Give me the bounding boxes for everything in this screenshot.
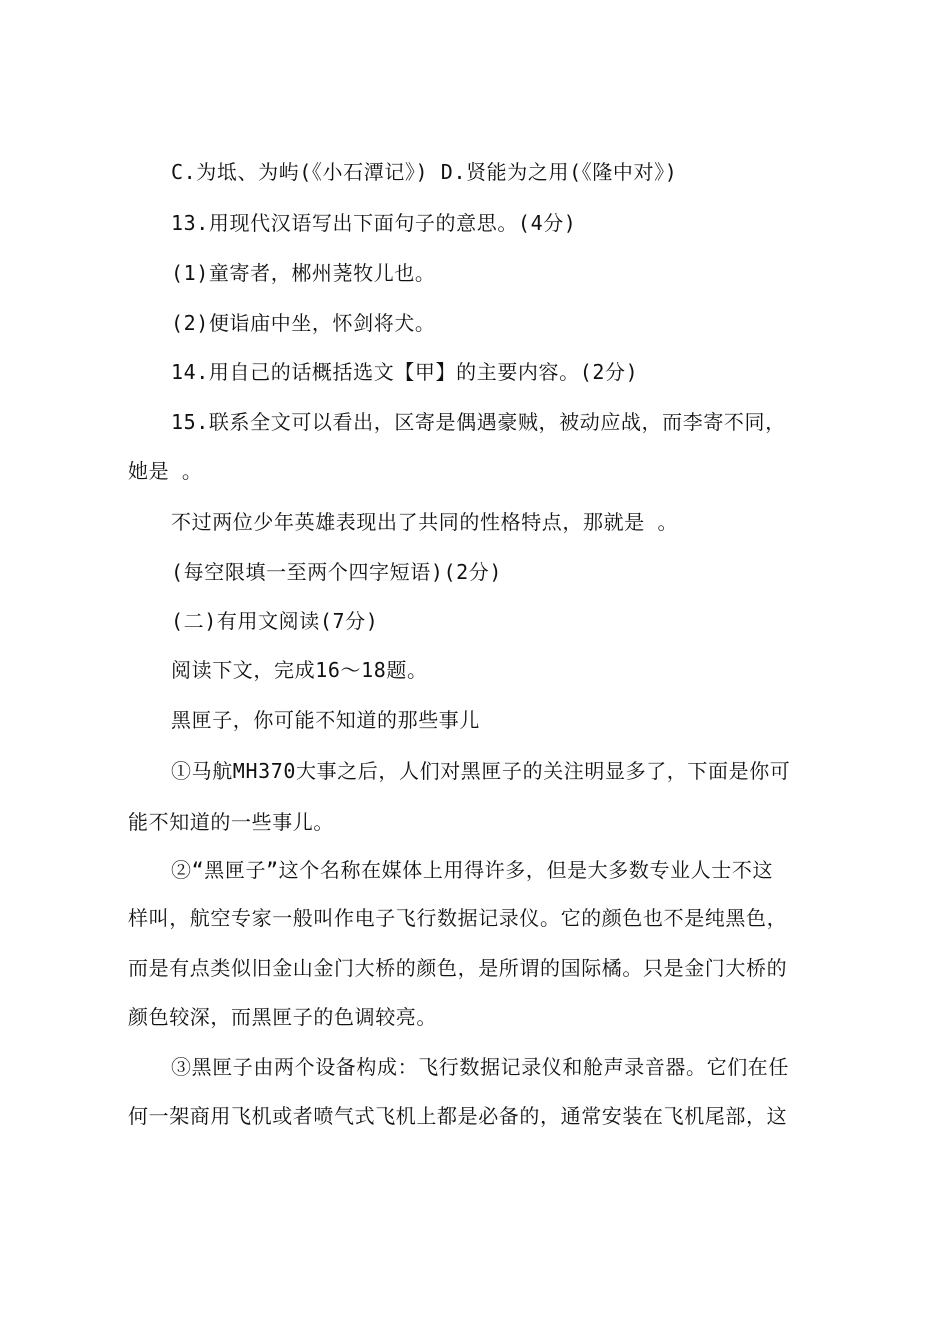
question-15-line-3: 不过两位少年英雄表现出了共同的性格特点，那就是 。 [171, 510, 679, 534]
question-15-line-1: 15.联系全文可以看出，区寄是偶遇豪贼，被动应战，而李寄不同， [171, 410, 786, 434]
question-13: 13.用现代汉语写出下面句子的意思。(4分) [171, 211, 577, 235]
option-line-cd: C.为坻、为屿(《小石潭记》) D.贤能为之用(《隆中对》) [171, 160, 678, 184]
paragraph-2-line-2: 样叫，航空专家一般叫作电子飞行数据记录仪。它的颜色也不是纯黑色， [128, 906, 788, 930]
section-heading: (二)有用文阅读(7分) [171, 609, 379, 633]
question-13-item-2: (2)便诣庙中坐，怀剑将犬。 [171, 311, 436, 335]
paragraph-1-line-1: ①马航MH370大事之后，人们对黑匣子的关注明显多了，下面是你可 [171, 759, 791, 783]
article-title: 黑匣子，你可能不知道的那些事儿 [171, 708, 480, 732]
paragraph-2-line-3: 而是有点类似旧金山金门大桥的颜色，是所谓的国际橘。只是金门大桥的 [128, 956, 788, 980]
reading-instruction: 阅读下文，完成16～18题。 [171, 658, 428, 682]
question-13-item-1: (1)童寄者，郴州荛牧儿也。 [171, 261, 436, 285]
paragraph-2-line-4: 颜色较深，而黑匣子的色调较亮。 [128, 1005, 437, 1029]
question-14: 14.用自己的话概括选文【甲】的主要内容。(2分) [171, 360, 639, 384]
paragraph-1-line-2: 能不知道的一些事儿。 [128, 810, 334, 834]
question-15-note: (每空限填一至两个四字短语)(2分) [171, 560, 503, 584]
question-15-line-2: 她是 。 [128, 459, 203, 483]
paragraph-3-line-1: ③黑匣子由两个设备构成：飞行数据记录仪和舱声录音器。它们在任 [171, 1055, 789, 1079]
paragraph-3-line-2: 何一架商用飞机或者喷气式飞机上都是必备的，通常安装在飞机尾部，这 [128, 1104, 788, 1128]
paragraph-2-line-1: ②“黑匣子”这个名称在媒体上用得许多，但是大多数专业人士不这 [171, 858, 774, 882]
